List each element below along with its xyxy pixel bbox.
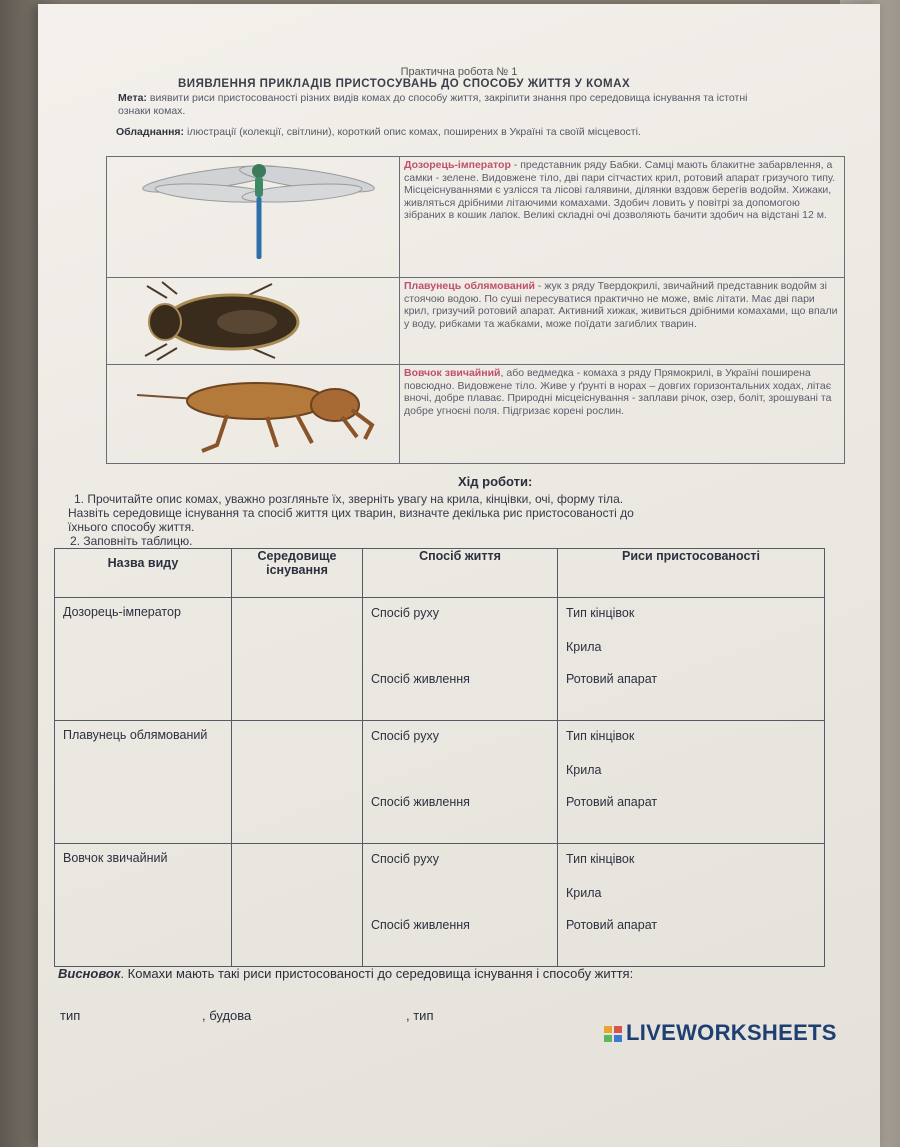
goal-text: виявити риси пристосованості різних видів комах до способу життя, закріпити знання про середовища існування та істотні ознаки комах. <box>118 92 748 117</box>
insect-text: , або ведмедка - комаха з ряду Прямокрилі, в Україні поширена повсюдно. Видовжене тіло. Живе у ґрунті в норах – довгих горизонтальних ходах, літає вночі, добре плаває. Природні місцеіснування - заплави річок, озер, боліт, зрошувані та добре угноєні поля. Підгризає корені рослин. <box>404 367 832 417</box>
table-row <box>55 598 825 721</box>
liveworksheets-brand: LIVEWORKSHEETS <box>626 1020 837 1045</box>
liveworksheets-logo-icon <box>604 1026 622 1042</box>
movement-label: Спосіб руху <box>371 729 439 743</box>
mouthparts-label: Ротовий апарат <box>566 795 658 809</box>
header-lifestyle: Спосіб життя <box>363 549 558 598</box>
lifestyle-cell <box>363 721 558 844</box>
table-header-row <box>55 549 825 598</box>
dragonfly-image <box>107 157 400 278</box>
beetle-image <box>107 278 400 365</box>
header-habitat: Середовище існування <box>232 549 363 598</box>
conclusion-blank-1[interactable]: тип <box>60 1008 81 1023</box>
table-row <box>55 721 825 844</box>
feeding-label: Спосіб живлення <box>371 795 470 809</box>
limbs-label: Тип кінцівок <box>566 852 635 866</box>
insect-text: - жук з ряду Твердокрилі, звичайний представник водойм зі стоячою водою. По суші пересуватися практично не може, вміє літати. Має дві пари крил, гризучий ротовий апарат. Активний хижак, живиться дрібними комахами, що впали у воду, рибками та жабками, може поїдати загиблих тварин. <box>404 280 838 330</box>
procedure-step1b: Назвіть середовище існування та спосіб життя цих тварин, визначте декілька рис пристосованості до <box>68 506 634 520</box>
insect-name: Плавунець облямований <box>404 280 535 292</box>
procedure-step1: 1. Прочитайте опис комах, уважно розгляньте їх, зверніть увагу на крила, кінцівки, очі, форму тіла. <box>74 492 624 506</box>
insect-name: Вовчок звичайний <box>404 367 501 379</box>
worksheet-page <box>38 4 880 1147</box>
header-species: Назва виду <box>55 549 232 598</box>
equipment-label: Обладнання: <box>116 126 185 138</box>
lifestyle-cell <box>363 598 558 721</box>
insect-row <box>107 157 845 278</box>
wings-label: Крила <box>566 886 602 900</box>
dragonfly-icon <box>107 157 399 277</box>
conclusion-blank-3[interactable]: , тип <box>406 1008 434 1023</box>
wings-label: Крила <box>566 640 602 654</box>
insect-row <box>107 365 845 464</box>
dragonfly-description <box>400 157 845 278</box>
conclusion-blank-2[interactable]: , будова <box>202 1008 252 1023</box>
insect-name: Дозорець-імператор <box>404 159 511 171</box>
habitat-input[interactable] <box>232 721 363 844</box>
species-name: Дозорець-імператор <box>55 598 232 721</box>
mouthparts-label: Ротовий апарат <box>566 672 658 686</box>
habitat-input[interactable] <box>232 844 363 967</box>
habitat-input[interactable] <box>232 598 363 721</box>
adaptations-cell <box>558 721 825 844</box>
insect-description-table <box>106 156 845 464</box>
feeding-label: Спосіб живлення <box>371 672 470 686</box>
equipment <box>116 126 776 139</box>
insect-row <box>107 278 845 365</box>
beetle-description <box>400 278 845 365</box>
conclusion-text: . Комахи мають такі риси пристосованості до середовища існування і способу життя: <box>120 966 634 981</box>
lifestyle-cell <box>363 844 558 967</box>
mole-cricket-image <box>107 365 400 464</box>
table-row <box>55 844 825 967</box>
wings-label: Крила <box>566 763 602 777</box>
conclusion <box>58 966 633 981</box>
mole-cricket-description <box>400 365 845 464</box>
species-name: Плавунець облямований <box>55 721 232 844</box>
equipment-text: ілюстрації (колекції, світлини), короткий опис комах, поширених в Україні та своїй місцевості. <box>186 126 641 138</box>
movement-label: Спосіб руху <box>371 606 439 620</box>
adaptations-cell <box>558 844 825 967</box>
answer-table <box>54 548 825 967</box>
procedure-step2: 2. Заповніть таблицю. <box>70 534 193 548</box>
feeding-label: Спосіб живлення <box>371 918 470 932</box>
insect-text: - представник ряду Бабки. Самці мають блакитне забарвлення, а самки - зелене. Видовжене тіло, дві пари сітчастих крил, ротовий апарат гризучого типу. Місцеіснуваннями є узлісся та лісові галявини, ділянки вздовж берегів водойм. Хижаки, живляться дрібними літаючими комахами. Здобич ловить у повітрі за допомогою зібраних в кошик лапок. Великі складні очі дозволяють бачити здобич на відстані 12 м. <box>404 159 836 221</box>
procedure-step1c: їхнього способу життя. <box>68 520 195 534</box>
procedure-title: Хід роботи: <box>458 474 533 489</box>
mole-cricket-icon <box>107 365 399 463</box>
goal <box>118 92 778 118</box>
limbs-label: Тип кінцівок <box>566 729 635 743</box>
species-name: Вовчок звичайний <box>55 844 232 967</box>
limbs-label: Тип кінцівок <box>566 606 635 620</box>
header-adaptations: Риси пристосованості <box>558 549 825 598</box>
adaptations-cell <box>558 598 825 721</box>
worksheet-label: Практична робота № 1 <box>400 66 518 78</box>
worksheet-title: ВИЯВЛЕННЯ ПРИКЛАДІВ ПРИСТОСУВАНЬ ДО СПОСОБУ ЖИТТЯ У КОМАХ <box>178 78 631 90</box>
conclusion-label: Висновок <box>58 966 121 981</box>
goal-label: Мета: <box>118 92 147 104</box>
movement-label: Спосіб руху <box>371 852 439 866</box>
beetle-icon <box>107 278 399 364</box>
mouthparts-label: Ротовий апарат <box>566 918 658 932</box>
